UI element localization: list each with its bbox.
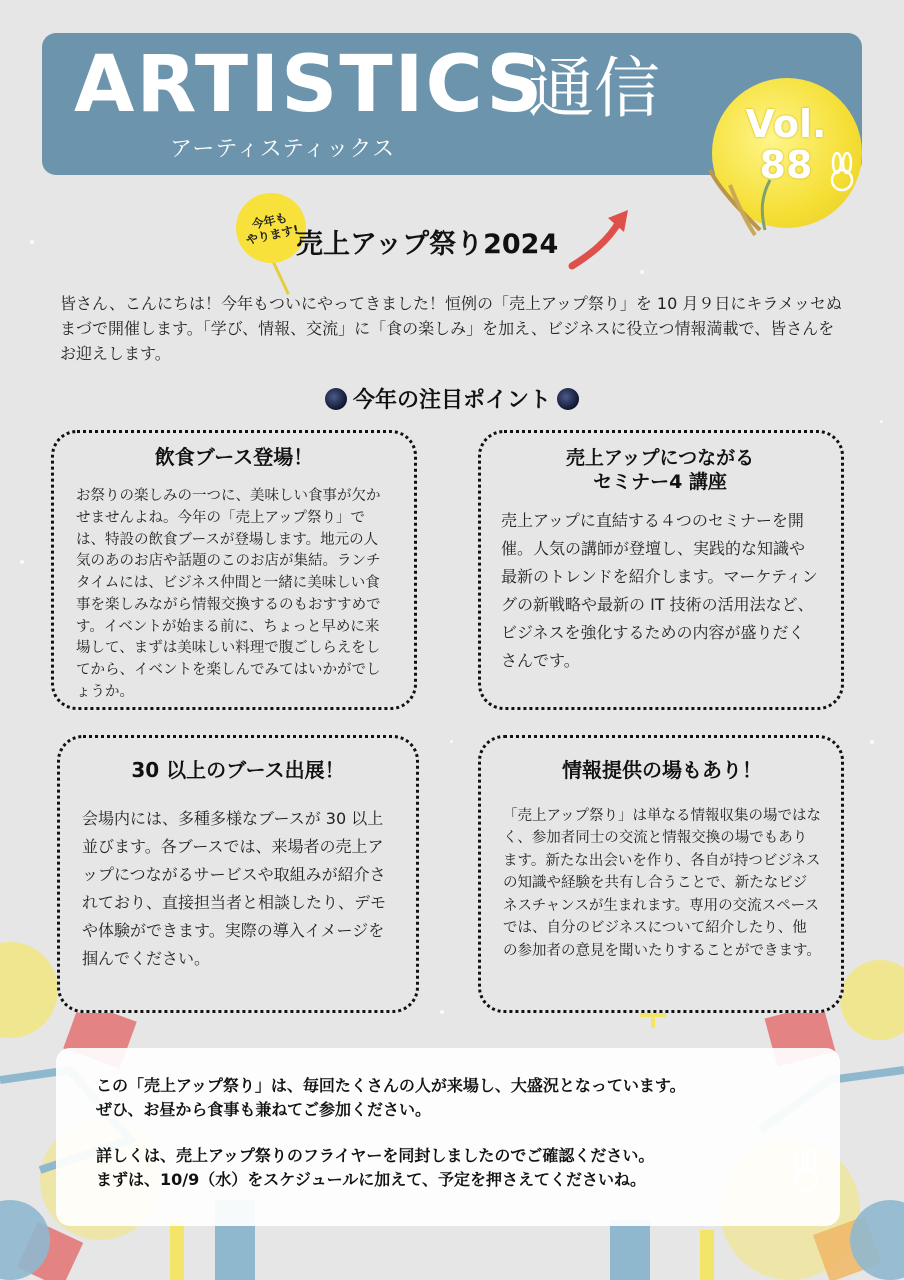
note-line: この「売上アップ祭り」は、毎回たくさんの人が来場し、大盛況となっています。 xyxy=(96,1076,686,1095)
snow-dot xyxy=(30,240,34,244)
card-heading: 売上アップにつながる セミナー4 講座 xyxy=(565,447,755,493)
point-card-seminar xyxy=(478,430,844,710)
snow-dot xyxy=(870,740,874,744)
volume-prefix: Vol. xyxy=(745,102,827,146)
rabbit-icon xyxy=(826,152,858,192)
point-card-booths xyxy=(57,735,419,1013)
note-line: 詳しくは、売上アップ祭りのフライヤーを同封しましたのでご確認ください。 xyxy=(96,1146,655,1165)
point-card-networking xyxy=(478,735,844,1013)
card-heading: 情報提供の場もあり！ xyxy=(562,758,762,782)
card-body: お祭りの楽しみの一つに、美味しい食事が欠かせませんよね。今年の「売上アップ祭り」では、特設の飲食ブースが登場します。地元の人気のあのお店や話題のこのお店が集結。ランチタイムには、ビジネス仲間と一緒に美味しい食事を楽しみながら情報交換するのもおすすめです。イベントが始まる前に、ちょっと早めに来場して、まずは美味しい料理で腹ごしらえをしてから、イベントを楽しんでみてはいかがでしょうか。 xyxy=(76,488,381,700)
card-heading: 飲食ブース登場！ xyxy=(154,445,314,469)
card-heading: 30 以上のブース出展！ xyxy=(131,758,345,782)
volume-number: 88 xyxy=(759,143,813,188)
card-body: 売上アップに直結する４つのセミナーを開催。人気の講師が登壇し、実践的な知識や最新のトレンドを紹介します。マーケティングの新戦略や最新の IT 技術の活用法など、ビジネスを強化するための内容が盛りだくさんです。 xyxy=(501,510,818,670)
newsletter-title-jp: 通信 xyxy=(528,50,660,127)
point-card-food xyxy=(51,430,417,710)
card-body: 「売上アップ祭り」は単なる情報収集の場ではなく、参加者同士の交流と情報交換の場でもあります。新たな出会いを作り、各自が持つビジネスの知識や経験を共有し合うことで、新たなビジネスチャンスが生まれます。専用の交流スペースでは、自分のビジネスについて紹介したり、他の参加者の意見を聞いたりすることができます。 xyxy=(503,808,821,959)
snow-dot xyxy=(880,420,883,423)
event-badge-text: 今年も やります! xyxy=(244,210,301,248)
moon-dot-icon xyxy=(325,388,347,410)
newsletter-subtitle: アーティスティックス xyxy=(170,137,396,162)
volume-label xyxy=(738,104,834,186)
moon-dot-icon xyxy=(557,388,579,410)
event-title: 売上アップ祭り2024 xyxy=(296,229,559,260)
snow-dot xyxy=(640,270,644,274)
snow-dot xyxy=(450,740,453,743)
closing-note xyxy=(56,1048,840,1226)
intro-paragraph: 皆さん、こんにちは！今年もついにやってきました！恒例の「売上アップ祭り」を 10 月９日にキラメッセぬまづで開催します。「学び、情報、交流」に「食の楽しみ」を加え、ビジネスに役立つ情報満載で、皆さんをお迎えします。 xyxy=(60,294,842,363)
note-line: まずは、10/9（水）をスケジュールに加えて、予定を押さえてくださいね。 xyxy=(96,1170,646,1189)
note-spacer xyxy=(96,1122,840,1144)
snow-dot xyxy=(20,560,24,564)
up-arrow-icon xyxy=(568,206,632,270)
points-title-text: 今年の注目ポイント xyxy=(352,388,551,413)
note-line: ぜひ、お昼から食事も兼ねてご参加ください。 xyxy=(96,1100,431,1119)
newsletter-title-en: ARTISTICS xyxy=(74,40,545,130)
rabbit-icon xyxy=(786,1148,826,1194)
points-title xyxy=(0,383,904,414)
card-body: 会場内には、多種多様なブースが 30 以上並びます。各ブースでは、来場者の売上アップにつながるサービスや取組みが紹介されており、直接担当者と相談したり、デモや体験ができます。実際の導入イメージを掴んでください。 xyxy=(82,809,387,968)
